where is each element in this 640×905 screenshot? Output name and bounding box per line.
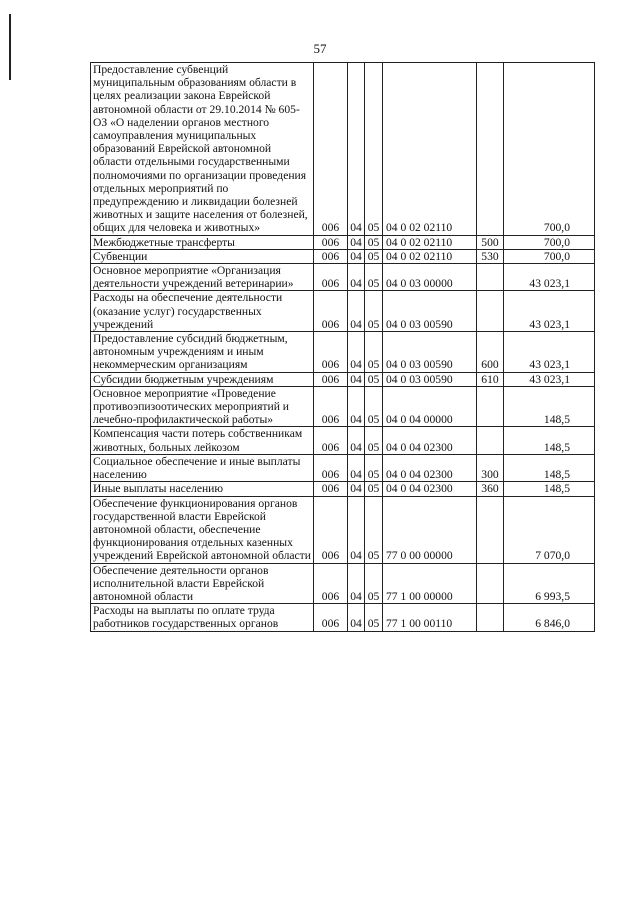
cell-expense-type: 360 — [477, 482, 504, 496]
table-row — [91, 332, 595, 373]
cell-subsection-code: 05 — [365, 249, 383, 263]
cell-subsection-code: 05 — [365, 63, 383, 236]
table-row — [91, 454, 595, 481]
page-number: 57 — [313, 41, 327, 56]
cell-admin-code: 006 — [314, 249, 348, 263]
cell-expense-type — [477, 386, 504, 427]
table-row — [91, 264, 595, 291]
cell-target-code: 04 0 04 02300 — [383, 482, 477, 496]
cell-section-code: 04 — [348, 386, 365, 427]
cell-name: Предоставление субвенций муниципальным образованиям области в целях реализации закона Еврейской автономной области от 29.10.2014 № 605-ОЗ «О наделении органов местного самоуправления муниципальных образований Еврейской автономной области отдельными государственными полномочиями по организации проведения отдельных мероприятий по предупреждению и ликвидации болезней животных и защите населения от болезней, общих для человека и животных» — [91, 63, 314, 236]
cell-subsection-code: 05 — [365, 332, 383, 373]
cell-expense-type — [477, 264, 504, 291]
budget-table-body — [91, 63, 595, 632]
table-row — [91, 63, 595, 236]
cell-subsection-code: 05 — [365, 235, 383, 249]
cell-section-code: 04 — [348, 563, 365, 604]
cell-admin-code: 006 — [314, 235, 348, 249]
cell-section-code: 04 — [348, 372, 365, 386]
cell-target-code: 04 0 04 02300 — [383, 454, 477, 481]
cell-target-code: 04 0 03 00000 — [383, 264, 477, 291]
cell-expense-type — [477, 563, 504, 604]
cell-expense-type — [477, 604, 504, 631]
cell-admin-code: 006 — [314, 604, 348, 631]
cell-subsection-code: 05 — [365, 454, 383, 481]
cell-expense-type — [477, 427, 504, 454]
cell-name: Субвенции — [91, 249, 314, 263]
cell-admin-code: 006 — [314, 372, 348, 386]
cell-name: Расходы на обеспечение деятельности (оказание услуг) государственных учреждений — [91, 291, 314, 332]
cell-name: Обеспечение функционирования органов государственной власти Еврейской автономной области, обеспечение функционирования отдельных казенных учреждений Еврейской автономной области — [91, 496, 314, 563]
cell-amount: 6 993,5 — [504, 563, 595, 604]
cell-target-code: 04 0 02 02110 — [383, 235, 477, 249]
cell-target-code: 04 0 02 02110 — [383, 249, 477, 263]
cell-subsection-code: 05 — [365, 264, 383, 291]
cell-expense-type: 530 — [477, 249, 504, 263]
cell-name: Иные выплаты населению — [91, 482, 314, 496]
cell-section-code: 04 — [348, 496, 365, 563]
cell-admin-code: 006 — [314, 454, 348, 481]
cell-amount: 148,5 — [504, 454, 595, 481]
cell-target-code: 04 0 04 00000 — [383, 386, 477, 427]
cell-name: Обеспечение деятельности органов исполнительной власти Еврейской автономной области — [91, 563, 314, 604]
cell-expense-type: 610 — [477, 372, 504, 386]
cell-expense-type: 300 — [477, 454, 504, 481]
cell-section-code: 04 — [348, 427, 365, 454]
table-row — [91, 372, 595, 386]
cell-section-code: 04 — [348, 235, 365, 249]
cell-name: Социальное обеспечение и иные выплаты населению — [91, 454, 314, 481]
cell-amount: 43 023,1 — [504, 264, 595, 291]
cell-subsection-code: 05 — [365, 386, 383, 427]
cell-admin-code: 006 — [314, 427, 348, 454]
cell-expense-type: 500 — [477, 235, 504, 249]
cell-name: Межбюджетные трансферты — [91, 235, 314, 249]
cell-target-code: 04 0 03 00590 — [383, 291, 477, 332]
cell-amount: 148,5 — [504, 427, 595, 454]
cell-admin-code: 006 — [314, 63, 348, 236]
cell-target-code: 04 0 04 02300 — [383, 427, 477, 454]
cell-subsection-code: 05 — [365, 563, 383, 604]
cell-admin-code: 006 — [314, 386, 348, 427]
table-row — [91, 427, 595, 454]
cell-name: Основное мероприятие «Проведение противоэпизоотических мероприятий и лечебно-профилактической работы» — [91, 386, 314, 427]
cell-section-code: 04 — [348, 332, 365, 373]
cell-name: Субсидии бюджетным учреждениям — [91, 372, 314, 386]
cell-expense-type — [477, 496, 504, 563]
cell-admin-code: 006 — [314, 264, 348, 291]
cell-amount: 148,5 — [504, 482, 595, 496]
cell-name: Компенсация части потерь собственникам животных, больных лейкозом — [91, 427, 314, 454]
table-row — [91, 291, 595, 332]
cell-section-code: 04 — [348, 604, 365, 631]
cell-section-code: 04 — [348, 482, 365, 496]
cell-amount: 6 846,0 — [504, 604, 595, 631]
cell-admin-code: 006 — [314, 482, 348, 496]
table-row — [91, 386, 595, 427]
cell-target-code: 77 1 00 00000 — [383, 563, 477, 604]
cell-amount: 7 070,0 — [504, 496, 595, 563]
cell-target-code: 77 1 00 00110 — [383, 604, 477, 631]
cell-expense-type: 600 — [477, 332, 504, 373]
cell-expense-type — [477, 63, 504, 236]
cell-admin-code: 006 — [314, 496, 348, 563]
cell-expense-type — [477, 291, 504, 332]
table-row — [91, 563, 595, 604]
cell-target-code: 04 0 03 00590 — [383, 372, 477, 386]
cell-section-code: 04 — [348, 249, 365, 263]
cell-amount: 43 023,1 — [504, 372, 595, 386]
cell-name: Расходы на выплаты по оплате труда работников государственных органов — [91, 604, 314, 631]
cell-admin-code: 006 — [314, 332, 348, 373]
budget-table — [90, 62, 595, 632]
cell-subsection-code: 05 — [365, 604, 383, 631]
table-row — [91, 482, 595, 496]
cell-target-code: 77 0 00 00000 — [383, 496, 477, 563]
cell-section-code: 04 — [348, 264, 365, 291]
cell-subsection-code: 05 — [365, 372, 383, 386]
cell-amount: 700,0 — [504, 63, 595, 236]
cell-subsection-code: 05 — [365, 291, 383, 332]
table-row — [91, 235, 595, 249]
table-row — [91, 249, 595, 263]
cell-admin-code: 006 — [314, 291, 348, 332]
table-row — [91, 496, 595, 563]
cell-amount: 43 023,1 — [504, 332, 595, 373]
cell-amount: 700,0 — [504, 249, 595, 263]
cell-section-code: 04 — [348, 454, 365, 481]
cell-amount: 700,0 — [504, 235, 595, 249]
cell-amount: 148,5 — [504, 386, 595, 427]
cell-target-code: 04 0 03 00590 — [383, 332, 477, 373]
cell-subsection-code: 05 — [365, 496, 383, 563]
cell-target-code: 04 0 02 02110 — [383, 63, 477, 236]
cell-name: Предоставление субсидий бюджетным, автономным учреждениям и иным некоммерческим организациям — [91, 332, 314, 373]
cell-name: Основное мероприятие «Организация деятельности учреждений ветеринарии» — [91, 264, 314, 291]
cell-admin-code: 006 — [314, 563, 348, 604]
cell-section-code: 04 — [348, 63, 365, 236]
cell-subsection-code: 05 — [365, 482, 383, 496]
cell-amount: 43 023,1 — [504, 291, 595, 332]
cell-subsection-code: 05 — [365, 427, 383, 454]
cell-section-code: 04 — [348, 291, 365, 332]
table-row — [91, 604, 595, 631]
